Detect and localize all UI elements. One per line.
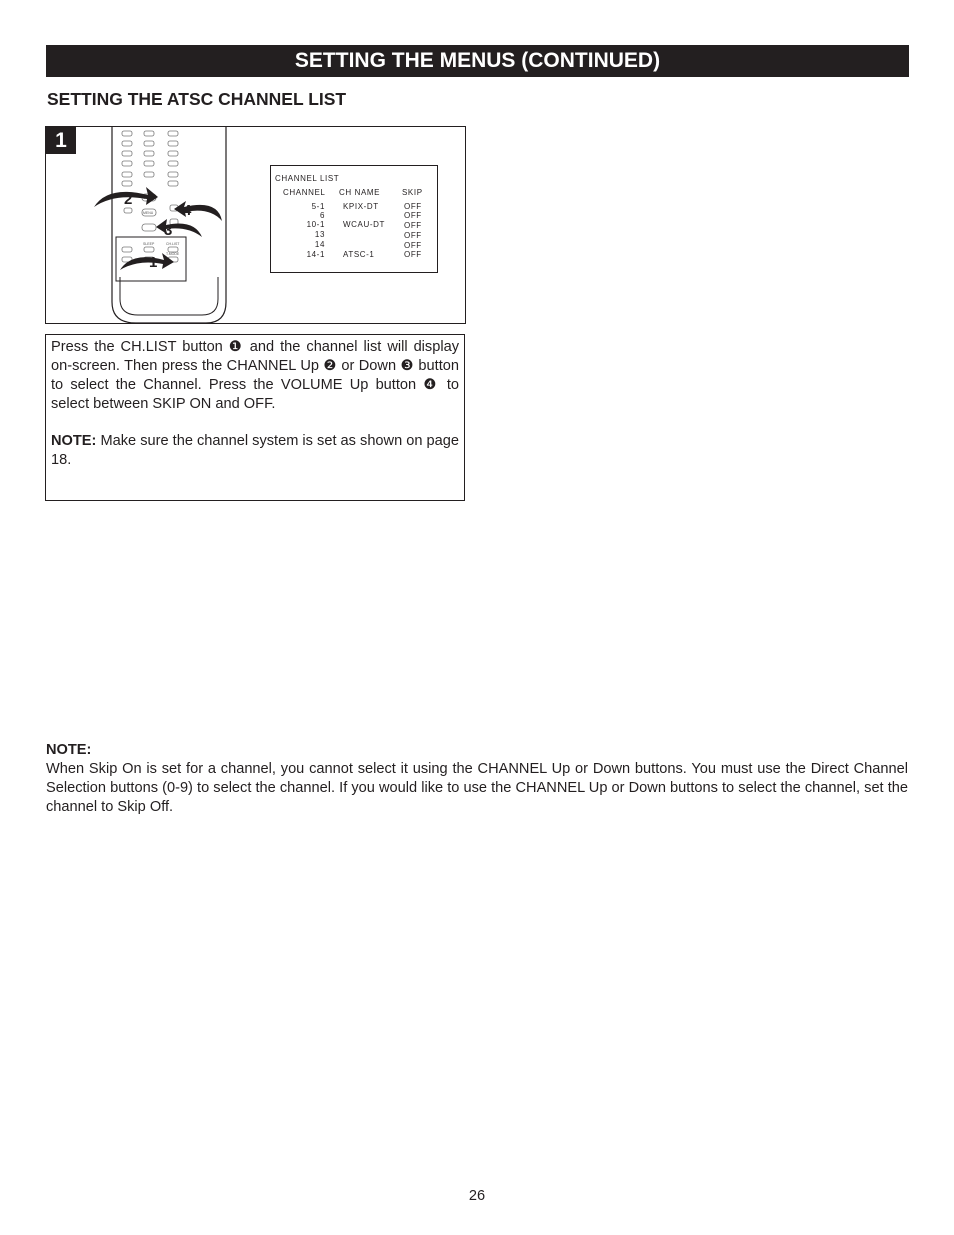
circled-three-icon: ❸ [400, 358, 414, 374]
circled-two-icon: ❷ [323, 358, 337, 374]
osd-row-channel: 6 [319, 211, 325, 220]
osd-row-name: WCAU-DT [343, 220, 385, 229]
step-number-badge: 1 [46, 127, 76, 154]
osd-header-skip: SKIP [402, 188, 423, 197]
note-label: NOTE: [51, 433, 97, 449]
callout-2: 2 [124, 191, 133, 208]
page-header: SETTING THE MENUS (CONTINUED) [46, 45, 909, 77]
osd-row-name: ATSC-1 [343, 250, 375, 259]
instr-text: Press the CH.LIST button [51, 339, 229, 355]
instr-text: and the channel list will display on-screen. Then press the CHANNEL Up [51, 339, 459, 374]
osd-row-channel: 14 [314, 240, 325, 249]
remote-label-tmode: T.MODE [166, 252, 180, 256]
osd-row-channel: 5-1 [311, 202, 325, 211]
remote-label-sleep: SLEEP [143, 242, 155, 246]
arrow-channel-down [156, 219, 202, 237]
bottom-note-text: When Skip On is set for a channel, you cannot select it using the CHANNEL Up or Down buttons. You must use the Direct Channel Selection buttons (0-9) to select the channel. If you would like to use the CHANNEL Up or Down buttons to select the channel, set the channel to Skip Off. [46, 761, 908, 815]
instructions-box [45, 334, 465, 501]
bottom-note [46, 741, 908, 817]
osd-header-channel: CHANNEL [283, 188, 326, 197]
osd-row-skip: OFF [404, 231, 422, 240]
remote-label-menu: MENU [143, 211, 154, 215]
remote-label-chlist-small: CH.LIST [166, 242, 180, 246]
page-number: 26 [468, 1188, 486, 1204]
arrow-volume-up [174, 201, 222, 221]
channel-list-screen [270, 165, 438, 273]
instr-text: or Down [336, 358, 401, 374]
callout-1: 1 [149, 254, 158, 271]
bottom-note-label: NOTE: [46, 742, 92, 758]
callout-4: 4 [183, 202, 192, 219]
osd-header-name: CH NAME [339, 188, 381, 197]
circled-four-icon: ❹ [423, 377, 440, 393]
section-title: SETTING THE ATSC CHANNEL LIST [47, 89, 347, 109]
osd-row-channel: 13 [314, 230, 325, 239]
remote-illustration [45, 126, 466, 324]
circled-one-icon: ❶ [228, 339, 244, 355]
osd-row-skip: OFF [404, 221, 422, 230]
instructions-paragraph [51, 338, 459, 414]
osd-title: CHANNEL LIST [275, 174, 340, 183]
osd-row-skip: OFF [404, 250, 422, 259]
osd-row-channel: 14-1 [306, 250, 325, 259]
instr-text: to select between SKIP ON and OFF. [51, 377, 459, 412]
instr-text: button to select the Channel. Press the VOLUME Up button [51, 358, 459, 393]
instructions-note [51, 432, 459, 470]
osd-row-name: KPIX-DT [343, 202, 379, 211]
osd-row-skip: OFF [404, 211, 422, 220]
osd-row-skip: OFF [404, 241, 422, 250]
osd-row-skip: OFF [404, 202, 422, 211]
osd-row-channel: 10-1 [306, 220, 325, 229]
note-text: Make sure the channel system is set as shown on page 18. [51, 433, 460, 468]
callout-3: 3 [164, 222, 173, 239]
